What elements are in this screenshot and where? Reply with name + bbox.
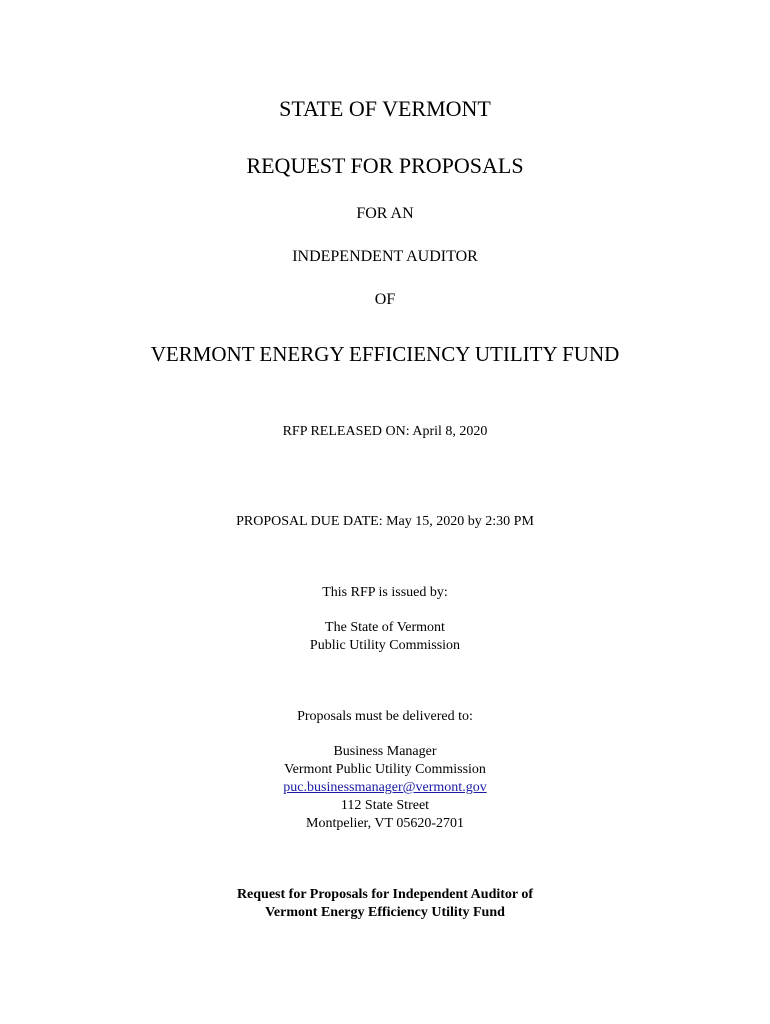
- issuer-line-1: The State of Vermont: [325, 620, 445, 635]
- issuer-intro: This RFP is issued by:: [322, 585, 448, 600]
- email-link[interactable]: puc.businessmanager@vermont.gov: [283, 780, 487, 795]
- fund-title: VERMONT ENERGY EFFICIENCY UTILITY FUND: [150, 342, 620, 366]
- delivery-intro: Proposals must be delivered to:: [297, 709, 473, 724]
- state-heading: STATE OF VERMONT: [279, 96, 491, 121]
- for-an-line: FOR AN: [356, 205, 414, 222]
- due-date: PROPOSAL DUE DATE: May 15, 2020 by 2:30 PM: [236, 514, 534, 529]
- delivery-city: Montpelier, VT 05620-2701: [306, 816, 464, 831]
- of-line: OF: [374, 291, 396, 308]
- footer-line-2: Vermont Energy Efficiency Utility Fund: [265, 905, 505, 920]
- auditor-line: INDEPENDENT AUDITOR: [292, 248, 478, 265]
- delivery-org: Vermont Public Utility Commission: [284, 762, 486, 777]
- footer-line-1: Request for Proposals for Independent Auditor of: [236, 887, 534, 902]
- released-date: RFP RELEASED ON: April 8, 2020: [282, 424, 488, 439]
- issuer-line-2: Public Utility Commission: [309, 638, 461, 653]
- delivery-street: 112 State Street: [340, 798, 430, 813]
- rfp-heading: REQUEST FOR PROPOSALS: [246, 153, 524, 178]
- delivery-name: Business Manager: [333, 744, 437, 759]
- delivery-email-row: [0, 781, 770, 795]
